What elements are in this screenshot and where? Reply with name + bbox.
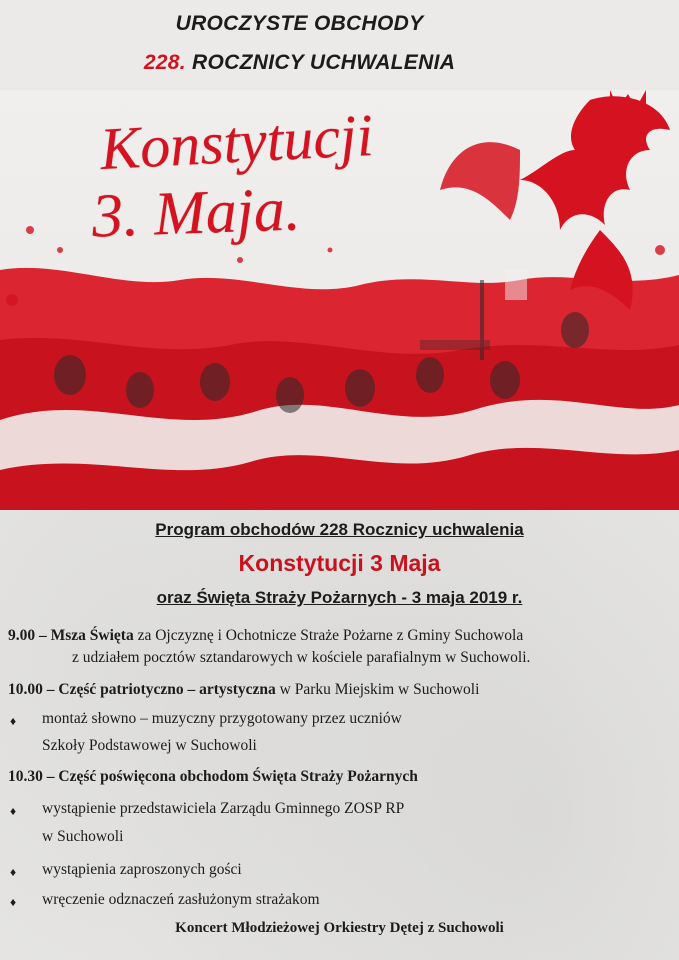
bullet-item: wystąpienia zaproszonych gości <box>42 861 242 878</box>
diamond-bullet-icon: ♦ <box>10 804 17 818</box>
schedule-text: w Parku Miejskim w Suchowoli <box>275 681 480 698</box>
bullet-item: wręczenie odznaczeń zasłużonym strażakom <box>42 891 320 908</box>
bullet-item: wystąpienie przedstawiciela Zarządu Gminnego ZOSP RP <box>42 800 405 817</box>
program-heading: Program obchodów 228 Rocznicy uchwalenia <box>155 520 524 539</box>
schedule-item-0900 <box>8 627 523 645</box>
schedule-time-title: 10.30 – Część poświęcona obchodom Święta Straży Pożarnych <box>8 768 418 785</box>
schedule-text: za Ojczyznę i Ochotnicze Straże Pożarne z Gminy Suchowola <box>133 627 524 644</box>
diamond-bullet-icon: ♦ <box>10 714 17 728</box>
schedule-item-1000 <box>8 681 479 699</box>
program-date-line: oraz Święta Straży Pożarnych - 3 maja 2019 r. <box>156 588 523 607</box>
banner-title-line-1: Konstytucji <box>98 101 375 183</box>
anniversary-number: 228. <box>143 51 186 74</box>
bullet-item: montaż słowno – muzyczny przygotowany przez uczniów <box>42 710 402 727</box>
bullet-item-continuation: Szkoły Podstawowej w Suchowoli <box>42 737 257 754</box>
header-line-1-text: UROCZYSTE OBCHODY <box>175 12 424 35</box>
program-subheading: Konstytucji 3 Maja <box>238 550 441 576</box>
schedule-time-title: 10.00 – Część patriotyczno – artystyczna <box>8 681 276 698</box>
diamond-bullet-icon: ♦ <box>10 865 17 879</box>
header-line-1 <box>0 12 639 36</box>
diamond-bullet-icon: ♦ <box>10 895 17 909</box>
schedule-time-title: 9.00 – Msza Święta <box>8 627 134 644</box>
header-line-2-text: ROCZNICY UCHWALENIA <box>192 51 456 74</box>
schedule-item-1030 <box>8 768 418 786</box>
concert-line: Koncert Młodzieżowej Orkiestry Dętej z Suchowoli <box>175 920 504 936</box>
banner-title-line-2: 3. Maja. <box>90 175 302 251</box>
bullet-item-continuation: w Suchowoli <box>42 828 124 845</box>
header-line-2 <box>0 51 639 75</box>
schedule-item-0900-continuation: z udziałem pocztów sztandarowych w kościele parafialnym w Suchowoli. <box>72 649 531 666</box>
